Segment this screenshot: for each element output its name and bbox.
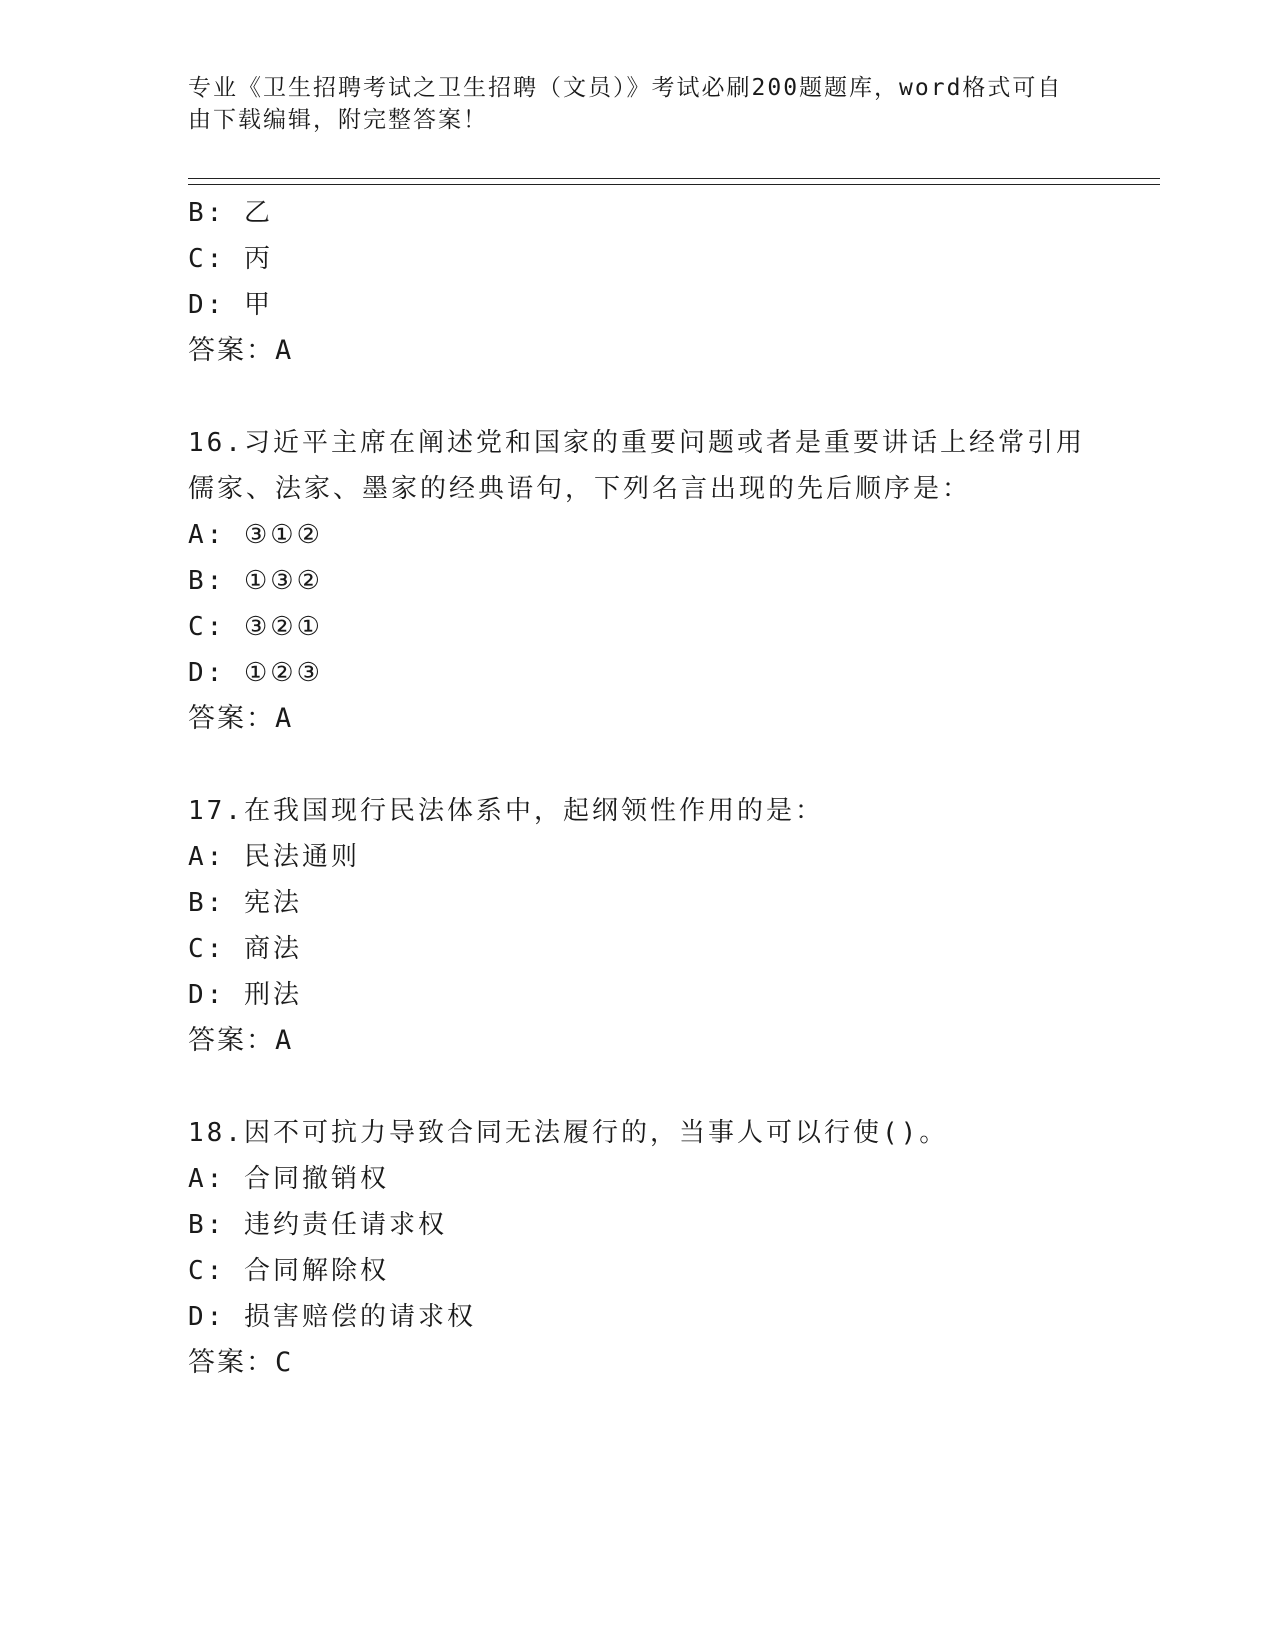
option-a: A: 民法通则 (188, 842, 360, 872)
question-text-line-1: 17.在我国现行民法体系中，起纲领性作用的是： (188, 796, 824, 826)
header-divider (188, 178, 1160, 185)
question-text-line-2: 儒家、法家、墨家的经典语句，下列名言出现的先后顺序是： (188, 474, 972, 504)
question-text-line-1: 18.因不可抗力导致合同无法履行的，当事人可以行使()。 (188, 1118, 949, 1148)
answer-line: 答案：A (188, 335, 294, 366)
answer-line: 答案：C (188, 1347, 294, 1378)
document-header (188, 72, 1088, 136)
question-partial (188, 190, 1148, 374)
answer-line: 答案：A (188, 1025, 294, 1056)
option-b: B: 宪法 (188, 888, 302, 918)
question-text-line-1: 16.习近平主席在阐述党和国家的重要问题或者是重要讲话上经常引用 (188, 428, 1085, 458)
option-a: A: ③①② (188, 520, 323, 550)
option-c: C: 商法 (188, 934, 302, 964)
option-d: D: 刑法 (188, 980, 302, 1010)
option-a: A: 合同撤销权 (188, 1164, 389, 1194)
header-line-1: 专业《卫生招聘考试之卫生招聘（文员）》考试必刷200题题库，word格式可自 (188, 75, 1063, 101)
spacer (188, 1064, 1148, 1110)
option-b: B: 乙 (188, 198, 273, 228)
question-17 (188, 788, 1148, 1064)
question-list (188, 190, 1148, 1386)
spacer (188, 742, 1148, 788)
header-line-2: 由下载编辑，附完整答案！ (188, 107, 488, 133)
question-16 (188, 420, 1148, 742)
spacer (188, 374, 1148, 420)
option-d: D: 损害赔偿的请求权 (188, 1302, 476, 1332)
option-d: D: 甲 (188, 290, 273, 320)
option-b: B: 违约责任请求权 (188, 1210, 447, 1240)
option-b: B: ①③② (188, 566, 323, 596)
option-c: C: 丙 (188, 244, 273, 274)
question-18 (188, 1110, 1148, 1386)
answer-line: 答案：A (188, 703, 294, 734)
option-c: C: 合同解除权 (188, 1256, 389, 1286)
option-c: C: ③②① (188, 612, 323, 642)
option-d: D: ①②③ (188, 658, 323, 688)
